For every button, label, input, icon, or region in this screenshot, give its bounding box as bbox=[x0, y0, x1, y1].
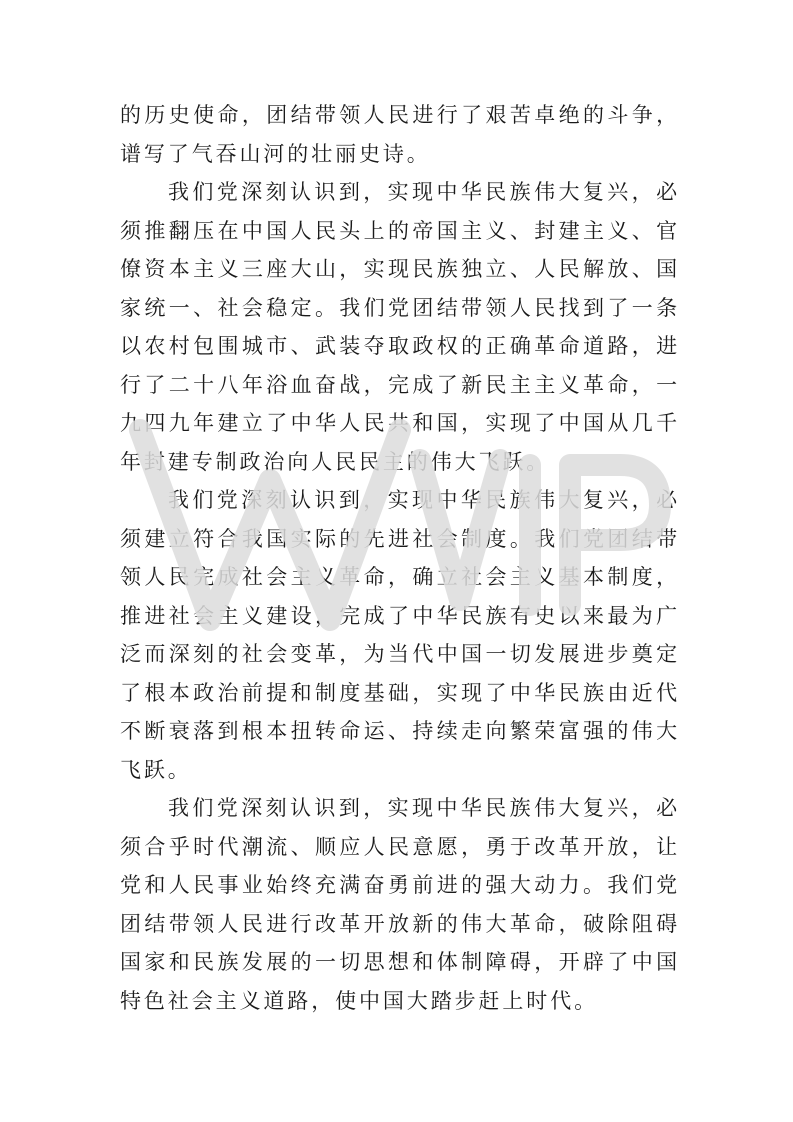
paragraph-revolution: 我们党深刻认识到，实现中华民族伟大复兴，必须推翻压在中国人民头上的帝国主义、封建主义、官僚资本主义三座大山，实现民族独立、人民解放、国家统一、社会稳定。我们党团结带领人民找到了一条以农村包围城市、武装夺取政权的正确革命道路，进行了二十八年浴血奋战，完成了新民主主义革命，一九四九年建立了中华人民共和国，实现了中国从几千年封建专制政治向人民民主的伟大飞跃。 bbox=[120, 180, 680, 474]
paragraph-reform-opening: 我们党深刻认识到，实现中华民族伟大复兴，必须合乎时代潮流、顺应人民意愿，勇于改革开放，让党和人民事业始终充满奋勇前进的强大动力。我们党团结带领人民进行改革开放新的伟大革命，破除阻碍国家和民族发展的一切思想和体制障碍，开辟了中国特色社会主义道路，使中国大踏步赶上时代。 bbox=[120, 796, 680, 1013]
paragraph-socialist-system: 我们党深刻认识到，实现中华民族伟大复兴，必须建立符合我国实际的先进社会制度。我们党团结带领人民完成社会主义革命，确立社会主义基本制度，推进社会主义建设，完成了中华民族有史以来最为广泛而深刻的社会变革，为当代中国一切发展进步奠定了根本政治前提和制度基础，实现了中华民族由近代不断衰落到根本扭转命运、持续走向繁荣富强的伟大飞跃。 bbox=[120, 488, 680, 782]
paragraph-continuation: 的历史使命，团结带领人民进行了艰苦卓绝的斗争，谱写了气吞山河的壮丽史诗。 bbox=[120, 103, 680, 166]
document-body bbox=[120, 96, 680, 1020]
